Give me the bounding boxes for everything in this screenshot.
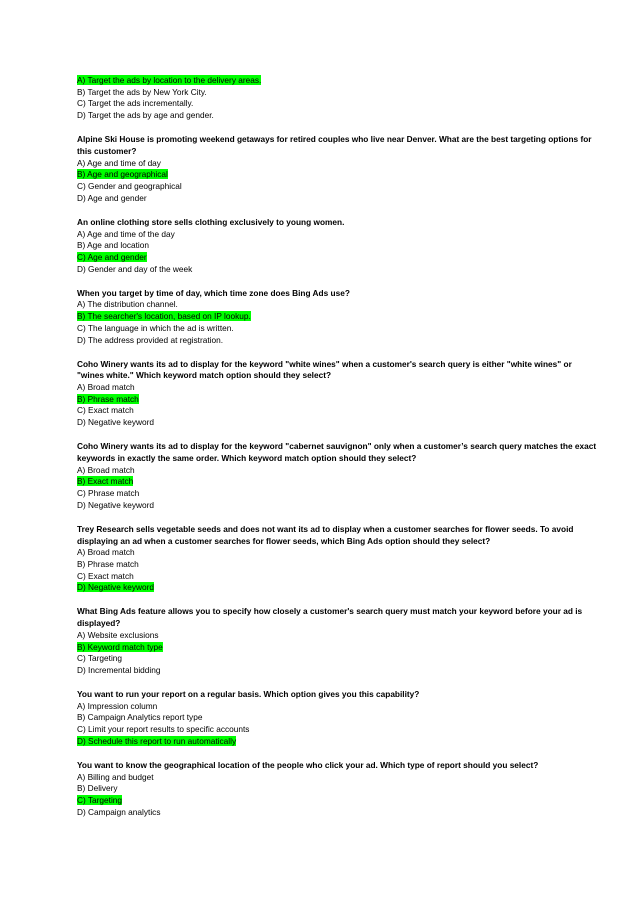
answer-option	[77, 665, 598, 677]
answer-option-text: D) Incremental bidding	[77, 664, 161, 675]
question-block	[77, 760, 598, 819]
answer-option	[77, 701, 598, 713]
answer-option-text: A) Broad match	[77, 547, 135, 558]
answer-option	[77, 772, 598, 784]
question-text: Coho Winery wants its ad to display for the keyword "white wines" when a customer's search query is either "white wines" or "wines white." Which keyword match option should they select?	[77, 358, 572, 381]
answer-option-text: A) Target the ads by location to the delivery areas.	[77, 75, 262, 85]
answer-option	[77, 807, 598, 819]
answer-option	[77, 87, 598, 99]
answer-option-text: C) Phrase match	[77, 488, 140, 499]
answer-option-correct	[77, 169, 598, 181]
answer-option-text: D) Negative keyword	[77, 582, 155, 593]
answer-option	[77, 323, 598, 335]
answer-option	[77, 712, 598, 724]
answer-option-correct	[77, 75, 598, 87]
answer-option-text: D) Negative keyword	[77, 417, 155, 428]
answer-option-text: C) Exact match	[77, 570, 134, 581]
answer-option-text: B) Age and geographical	[77, 169, 168, 180]
answer-option-correct	[77, 394, 598, 406]
answer-option	[77, 630, 598, 642]
question-block	[77, 134, 598, 204]
answer-option-correct	[77, 795, 598, 807]
answer-option	[77, 653, 598, 665]
answer-option-correct	[77, 642, 598, 654]
answer-option-text: B) Target the ads by New York City.	[77, 86, 207, 97]
answer-option-text: D) Age and gender	[77, 192, 147, 203]
answer-option-text: B) The searcher's location, based on IP lookup.	[77, 311, 251, 322]
answer-option-text: C) Gender and geographical	[77, 181, 182, 192]
answer-option	[77, 240, 598, 252]
answer-option-text: D) Target the ads by age and gender.	[77, 110, 214, 121]
answer-option-text: A) The distribution channel.	[77, 299, 178, 310]
answer-option-text: A) Age and time of day	[77, 157, 161, 168]
question-text: What Bing Ads feature allows you to specify how closely a customer's search query must match your keyword before your ad is displayed?	[77, 606, 583, 629]
answer-option-text: C) The language in which the ad is written.	[77, 322, 234, 333]
answer-option-text: A) Billing and budget	[77, 771, 154, 782]
question-block	[77, 524, 598, 594]
question-block	[77, 288, 598, 347]
answer-option-text: C) Limit your report results to specific accounts	[77, 724, 250, 735]
answer-option	[77, 405, 598, 417]
answer-option-correct	[77, 476, 598, 488]
answer-option-text: A) Broad match	[77, 382, 135, 393]
question-text: Coho Winery wants its ad to display for the keyword "cabernet sauvignon" only when a customer’s search query matches the exact keywords in exactly the same order. Which keyword match option should they select?	[77, 441, 597, 463]
question-text: You want to know the geographical location of the people who click your ad. Which type of report should you select?	[77, 759, 539, 770]
question-text: Alpine Ski House is promoting weekend getaways for retired couples who live near Denver. What are the best targeting options for this customer?	[77, 134, 592, 156]
answer-option-correct	[77, 736, 598, 748]
question-text: Trey Research sells vegetable seeds and does not want its ad to display when a customer searches for flower seeds. To avoid displaying an ad when a customer searches for flower seeds, which Bing Ads option should they select?	[77, 523, 574, 546]
question-block	[77, 689, 598, 748]
answer-option	[77, 158, 598, 170]
answer-option-text: D) The address provided at registration.	[77, 334, 224, 345]
answer-option-text: B) Delivery	[77, 783, 118, 794]
answer-option	[77, 382, 598, 394]
question-block	[77, 359, 598, 429]
answer-option	[77, 500, 598, 512]
answer-option-text: A) Age and time of the day	[77, 228, 175, 239]
question-block	[77, 441, 598, 511]
question-block	[77, 75, 598, 122]
question-text: An online clothing store sells clothing exclusively to young women.	[77, 216, 345, 227]
answer-option-text: A) Broad match	[77, 464, 135, 475]
answer-option-text: B) Phrase match	[77, 393, 139, 404]
answer-option	[77, 547, 598, 559]
answer-option-text: D) Negative keyword	[77, 499, 155, 510]
answer-option-text: C) Exact match	[77, 405, 134, 416]
question-block	[77, 217, 598, 276]
answer-option-text: C) Targeting	[77, 795, 123, 806]
answer-option	[77, 299, 598, 311]
question-block	[77, 606, 598, 676]
answer-option	[77, 783, 598, 795]
answer-option-correct	[77, 311, 598, 323]
answer-option-text: D) Campaign analytics	[77, 806, 161, 817]
question-text: When you target by time of day, which time zone does Bing Ads use?	[77, 287, 350, 298]
answer-option	[77, 229, 598, 241]
answer-option	[77, 417, 598, 429]
answer-option-text: C) Target the ads incrementally.	[77, 98, 194, 109]
answer-option-text: B) Age and location	[77, 240, 149, 251]
answer-option-text: B) Keyword match type	[77, 641, 163, 652]
answer-option-text: D) Schedule this report to run automatically	[77, 735, 237, 746]
answer-option	[77, 181, 598, 193]
answer-option-text: C) Targeting	[77, 653, 123, 664]
answer-option-correct	[77, 252, 598, 264]
answer-option	[77, 571, 598, 583]
answer-option-text: B) Exact match	[77, 476, 134, 487]
answer-option-text: B) Phrase match	[77, 558, 139, 569]
answer-option	[77, 110, 598, 122]
question-text: You want to run your report on a regular basis. Which option gives you this capability?	[77, 689, 420, 700]
answer-option-text: B) Campaign Analytics report type	[77, 712, 203, 723]
answer-option-text: C) Age and gender	[77, 251, 147, 262]
answer-option	[77, 264, 598, 276]
answer-option	[77, 488, 598, 500]
answer-option	[77, 559, 598, 571]
answer-option-text: D) Gender and day of the week	[77, 263, 193, 274]
answer-option-correct	[77, 582, 598, 594]
answer-option	[77, 724, 598, 736]
answer-option	[77, 465, 598, 477]
answer-option	[77, 193, 598, 205]
answer-option	[77, 335, 598, 347]
answer-option-text: A) Impression column	[77, 700, 158, 711]
answer-option-text: A) Website exclusions	[77, 629, 159, 640]
answer-option	[77, 98, 598, 110]
